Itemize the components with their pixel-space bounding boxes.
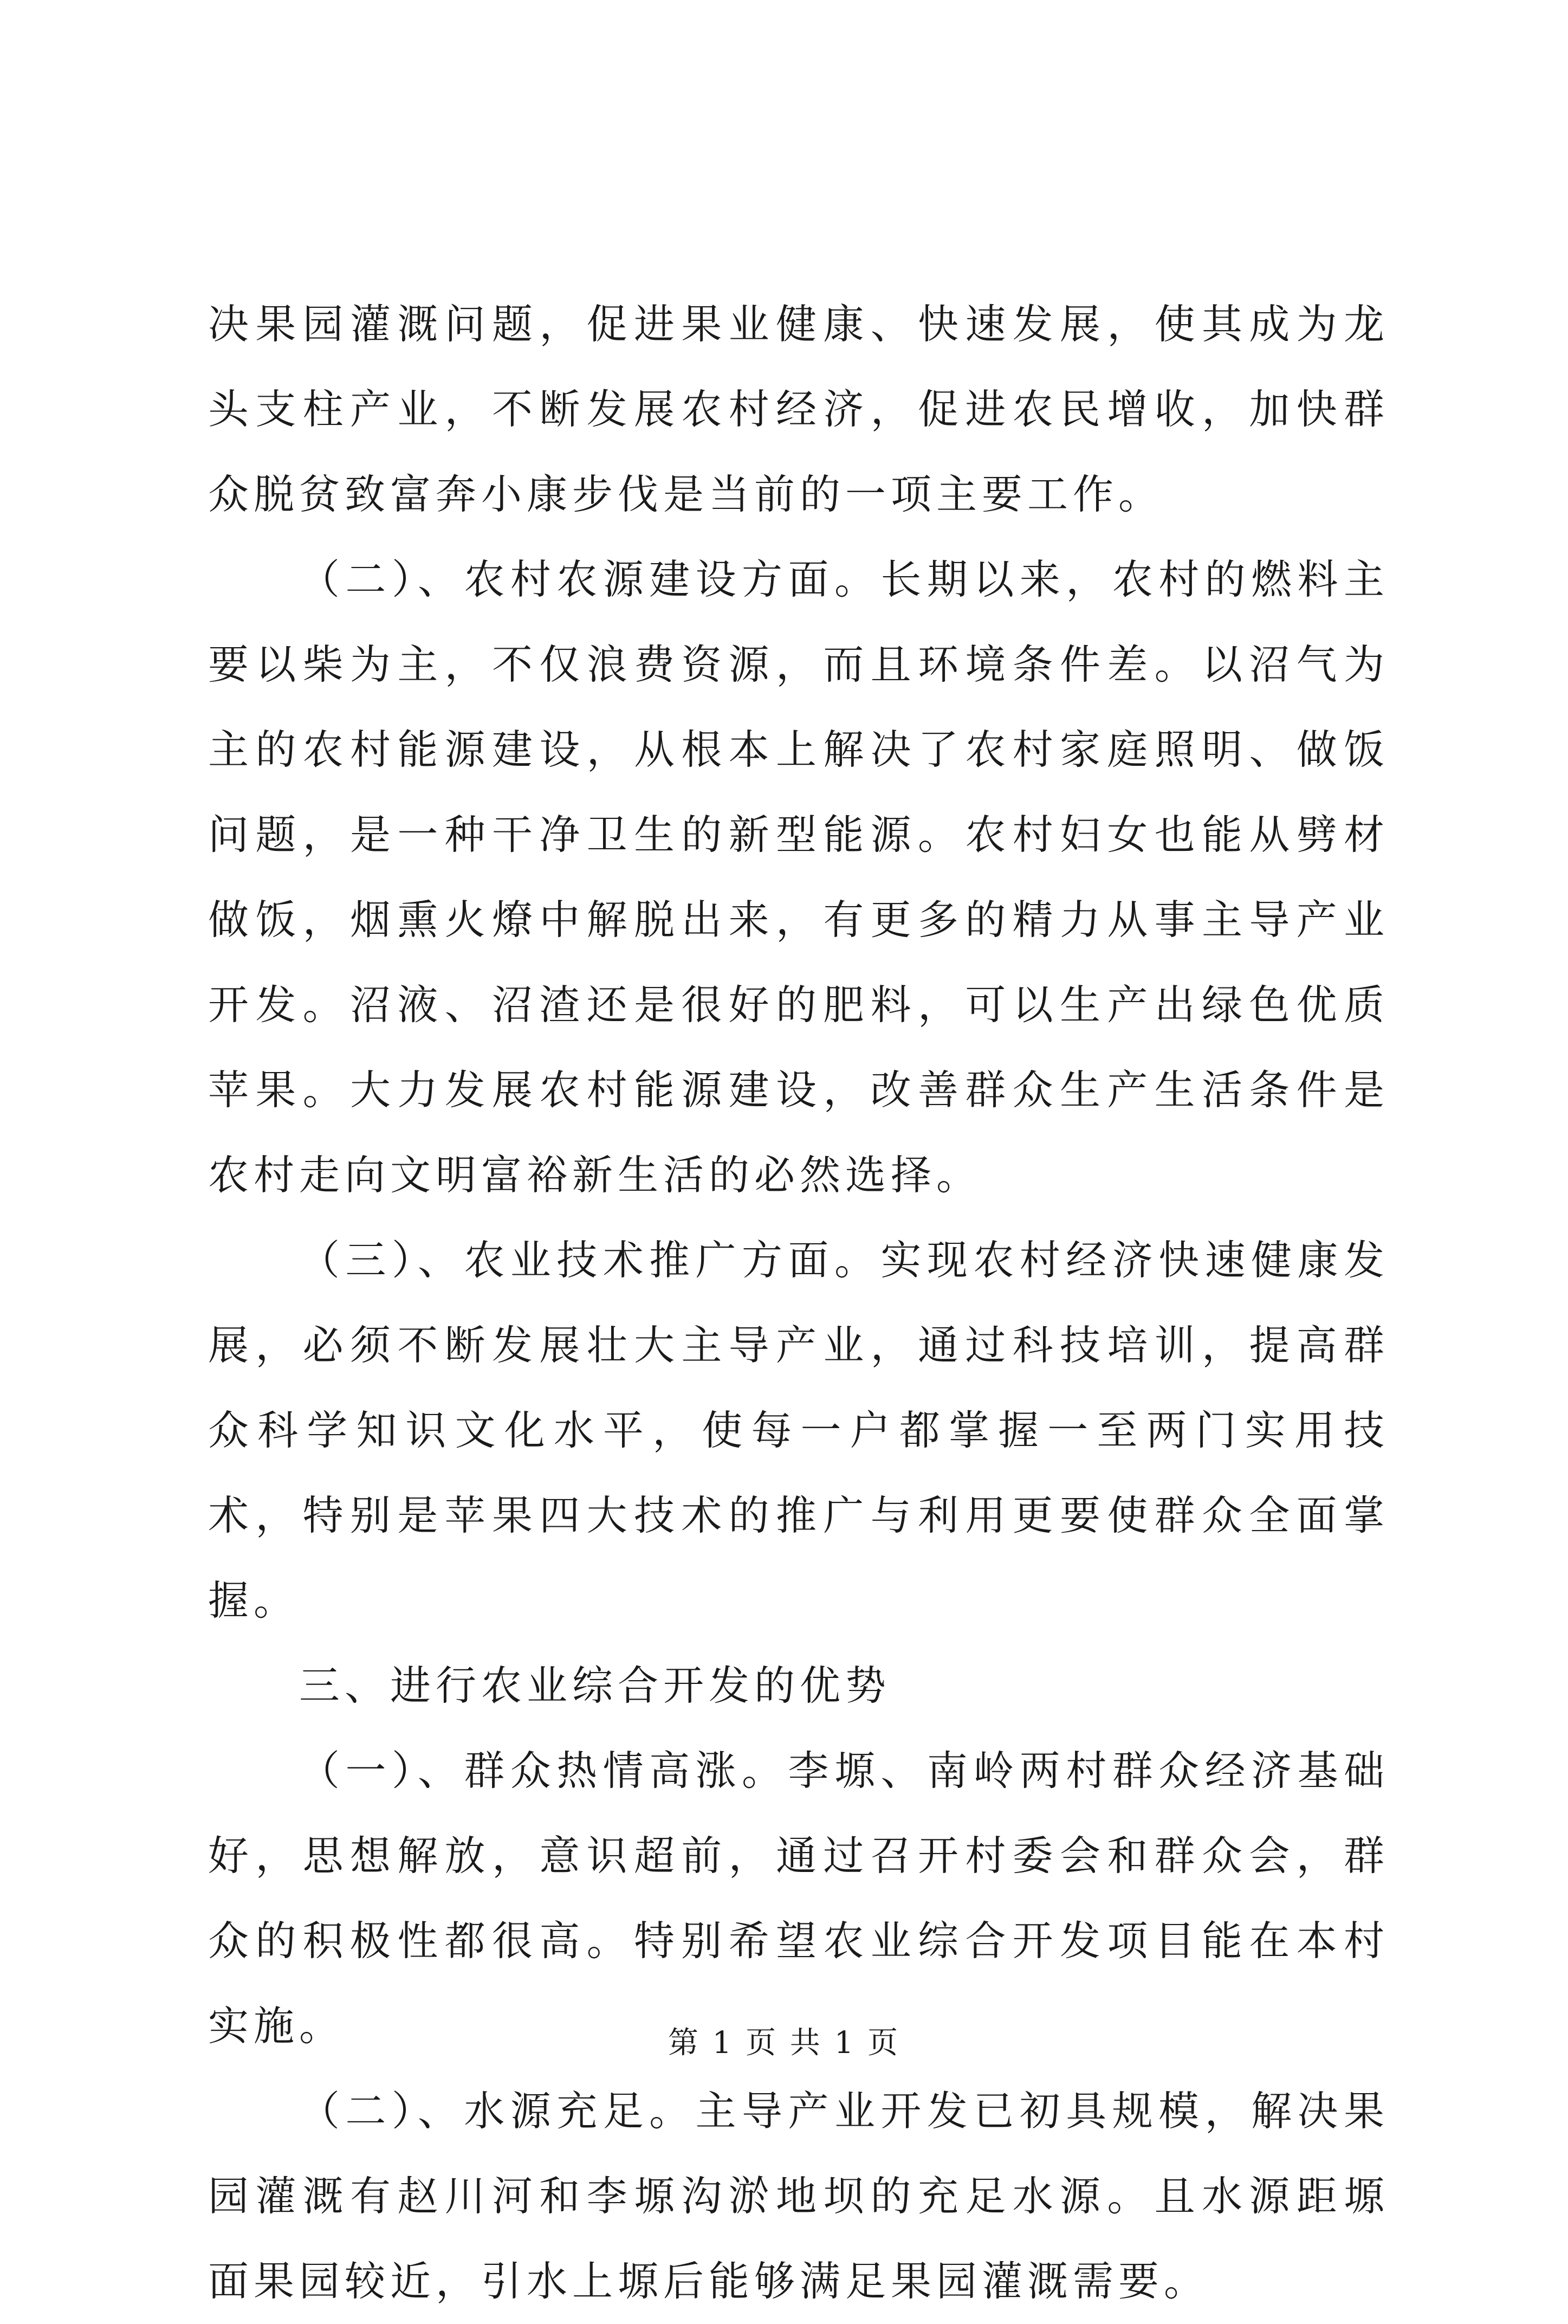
section-heading: 三、进行农业综合开发的优势 xyxy=(299,1662,891,1709)
paragraph-2: （二）、农村农源建设方面。长期以来，农村的燃料主要以柴为主，不仅浪费资源，而且环境条件差。以沼气为主的农村能源建设，从根本上解决了农村家庭照明、做饭问题，是一种干净卫生的新型能源。农村妇女也能从劈材做饭，烟熏火燎中解脱出来，有更多的精力从事主导产业开发。沼液、沼渣还是很好的肥料，可以生产出绿色优质苹果。大力发展农村能源建设，改善群众生产生活条件是农村走向文明富裕新生活的必然选择。 xyxy=(208,556,1389,1199)
paragraph-6: （二）、水源充足。主导产业开发已初具规模，解决果园灌溉有赵川河和李塬沟淤地坝的充足水源。且水源距塬面果园较近，引水上塬后能够满足果园灌溉需要。 xyxy=(208,2087,1389,2305)
paragraph-5: （一）、群众热情高涨。李塬、南岭两村群众经济基础好，思想解放，意识超前，通过召开村委会和群众会，群众的积极性都很高。特别希望农业综合开发项目能在本村实施。 xyxy=(208,1747,1389,2050)
document-body xyxy=(208,282,1389,2324)
paragraph-1: 决果园灌溉问题，促进果业健康、快速发展，使其成为龙头支柱产业，不断发展农村经济，促进农民增收，加快群众脱贫致富奔小康步伐是当前的一项主要工作。 xyxy=(208,300,1389,518)
paragraph-3: （三）、农业技术推广方面。实现农村经济快速健康发展，必须不断发展壮大主导产业，通过科技培训，提高群众科学知识文化水平，使每一户都掌握一至两门实用技术，特别是苹果四大技术的推广与利用更要使群众全面掌握。 xyxy=(208,1236,1389,1624)
page-footer: 第 1 页 共 1 页 xyxy=(668,2025,900,2061)
